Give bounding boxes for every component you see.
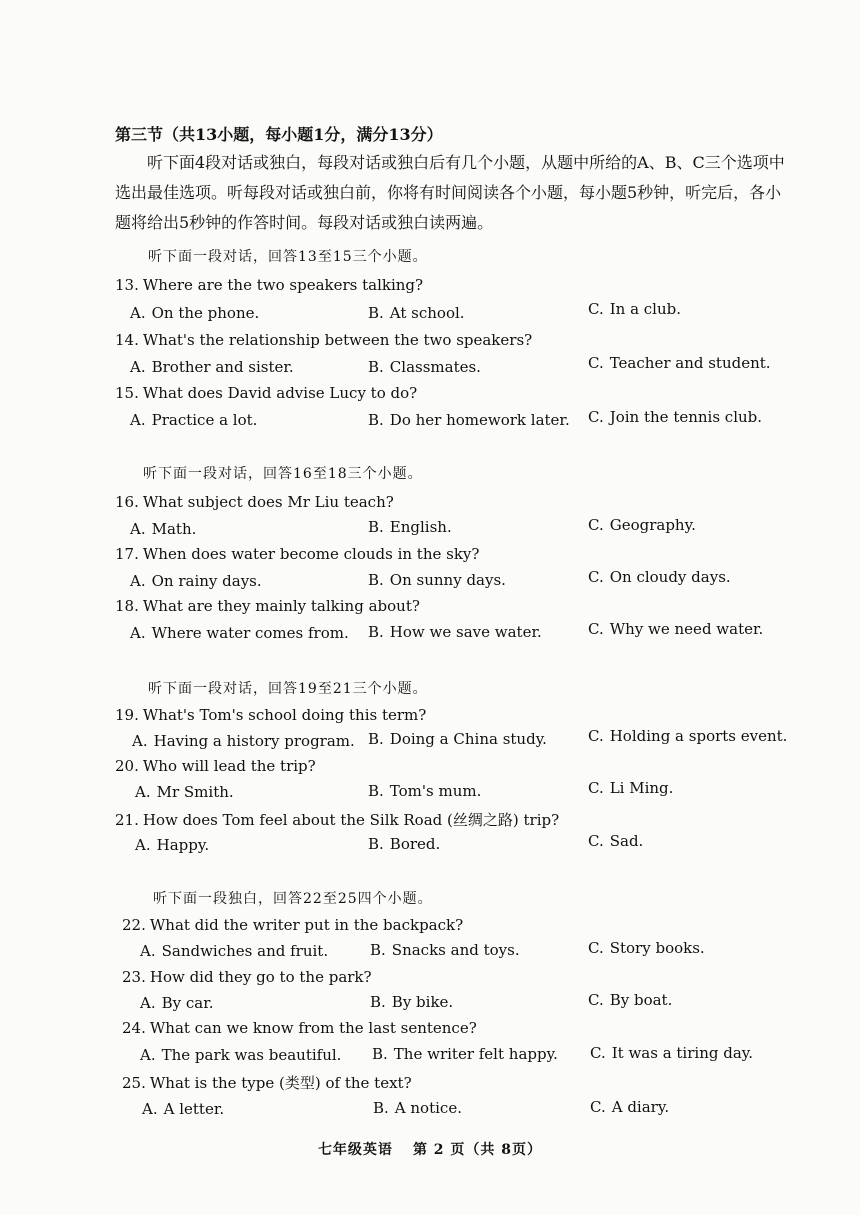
question-number: 18. [115, 597, 139, 615]
option-letter: C. [588, 939, 604, 957]
option-text: A notice. [394, 1099, 462, 1117]
question [122, 1019, 477, 1037]
option-letter: B. [368, 358, 384, 376]
option-text: In a club. [609, 300, 682, 318]
option-letter: A. [135, 836, 151, 854]
group-intro: 听下面一段对话，回答19至21三个小题。 [148, 681, 428, 697]
option-a[interactable] [130, 411, 257, 429]
question [115, 809, 559, 830]
option-letter: B. [368, 782, 384, 800]
question [122, 916, 463, 934]
question-number: 22. [122, 916, 146, 934]
option-letter: B. [368, 411, 384, 429]
option-letter: A. [140, 1046, 156, 1064]
option-letter: B. [373, 1099, 389, 1117]
question-text: How did they go to the park? [149, 968, 372, 986]
option-letter: B. [370, 993, 386, 1011]
section-title: 第三节（共13小题，每小题1分，满分13分） [115, 125, 443, 144]
option-letter: A. [132, 732, 148, 750]
option-a[interactable] [130, 520, 196, 538]
question-number: 24. [122, 1019, 146, 1037]
question [122, 968, 372, 986]
option-text: By bike. [391, 993, 454, 1011]
question [115, 706, 426, 724]
option-text: A diary. [611, 1098, 670, 1116]
question-number: 14. [115, 331, 139, 349]
option-text: How we save water. [389, 623, 542, 641]
question [115, 545, 479, 563]
page-footer [0, 1139, 860, 1159]
option-b[interactable] [370, 993, 453, 1011]
question [115, 597, 420, 615]
question [115, 276, 423, 294]
option-a[interactable] [130, 358, 294, 376]
option-c[interactable] [588, 832, 643, 850]
option-c[interactable] [588, 408, 762, 426]
option-text: At school. [389, 304, 465, 322]
question-number: 21. [115, 811, 139, 829]
option-b[interactable] [368, 571, 506, 589]
option-text: Do her homework later. [389, 411, 570, 429]
option-text: Bored. [389, 835, 441, 853]
option-text: Story books. [609, 939, 705, 957]
option-a[interactable] [135, 836, 209, 854]
question-number: 13. [115, 276, 139, 294]
option-letter: A. [130, 304, 146, 322]
option-letter: C. [588, 991, 604, 1009]
option-text: The park was beautiful. [161, 1046, 342, 1064]
option-b[interactable] [368, 835, 440, 853]
option-text: Brother and sister. [151, 358, 294, 376]
option-text: Classmates. [389, 358, 481, 376]
question-text: When does water become clouds in the sky? [142, 545, 480, 563]
option-b[interactable] [373, 1099, 462, 1117]
question-text: What did the writer put in the backpack? [149, 916, 464, 934]
option-letter: B. [368, 835, 384, 853]
footer-page-number: 第 2 页（共 8页） [412, 1142, 543, 1158]
question-number: 19. [115, 706, 139, 724]
option-text: By car. [161, 994, 214, 1012]
option-letter: C. [590, 1098, 606, 1116]
option-letter: C. [590, 1044, 606, 1062]
question-text: What can we know from the last sentence? [149, 1019, 477, 1037]
option-letter: C. [588, 568, 604, 586]
option-c[interactable] [588, 516, 696, 534]
footer-subject: 七年级英语 [317, 1142, 393, 1158]
option-text: On rainy days. [151, 572, 262, 590]
option-letter: B. [368, 623, 384, 641]
option-a[interactable] [140, 942, 328, 960]
question-number: 17. [115, 545, 139, 563]
option-letter: A. [142, 1100, 158, 1118]
question [122, 1072, 412, 1093]
option-c[interactable] [590, 1044, 753, 1062]
group-intro: 听下面一段对话，回答13至15三个小题。 [148, 249, 428, 265]
option-letter: A. [130, 624, 146, 642]
option-text: Teacher and student. [609, 354, 771, 372]
option-text: Happy. [156, 836, 210, 854]
option-letter: C. [588, 779, 604, 797]
question-text: What are they mainly talking about? [142, 597, 420, 615]
question-number: 15. [115, 384, 139, 402]
option-b[interactable] [368, 304, 465, 322]
question [115, 384, 417, 402]
option-a[interactable] [130, 572, 262, 590]
option-letter: B. [370, 941, 386, 959]
option-letter: C. [588, 300, 604, 318]
option-text: Snacks and toys. [391, 941, 520, 959]
option-b[interactable] [368, 623, 542, 641]
question-text: What's Tom's school doing this term? [142, 706, 427, 724]
option-text: Join the tennis club. [609, 408, 763, 426]
option-text: Holding a sports event. [609, 727, 788, 745]
option-letter: A. [140, 994, 156, 1012]
option-letter: A. [130, 572, 146, 590]
question-text: Where are the two speakers talking? [142, 276, 424, 294]
option-text: Practice a lot. [151, 411, 258, 429]
option-letter: A. [130, 358, 146, 376]
option-b[interactable] [368, 358, 481, 376]
question-text: How does Tom feel about the Silk Road (丝绸之路) trip? [142, 811, 560, 829]
option-text: Why we need water. [609, 620, 764, 638]
question-number: 23. [122, 968, 146, 986]
option-a[interactable] [130, 624, 349, 642]
option-letter: A. [140, 942, 156, 960]
option-b[interactable] [370, 941, 520, 959]
option-text: Where water comes from. [151, 624, 349, 642]
question-number: 25. [122, 1074, 146, 1092]
option-letter: C. [588, 620, 604, 638]
option-a[interactable] [142, 1100, 224, 1118]
option-letter: B. [368, 518, 384, 536]
option-a[interactable] [135, 783, 234, 801]
option-b[interactable] [368, 730, 547, 748]
option-text: On sunny days. [389, 571, 506, 589]
option-text: Doing a China study. [389, 730, 547, 748]
option-letter: C. [588, 408, 604, 426]
group-intro: 听下面一段独白，回答22至25四个小题。 [153, 891, 433, 907]
option-text: Sad. [609, 832, 644, 850]
option-b[interactable] [372, 1045, 558, 1063]
option-text: Geography. [609, 516, 696, 534]
option-letter: C. [588, 832, 604, 850]
option-c[interactable] [588, 727, 787, 745]
option-text: A letter. [163, 1100, 225, 1118]
option-text: By boat. [609, 991, 673, 1009]
question-text: What is the type (类型) of the text? [149, 1074, 412, 1092]
option-text: Math. [151, 520, 197, 538]
option-a[interactable] [132, 732, 355, 750]
option-letter: B. [368, 571, 384, 589]
option-text: Mr Smith. [156, 783, 234, 801]
option-b[interactable] [368, 782, 481, 800]
option-text: Li Ming. [609, 779, 674, 797]
question [115, 493, 394, 511]
option-letter: C. [588, 516, 604, 534]
option-letter: A. [130, 411, 146, 429]
group-intro: 听下面一段对话，回答16至18三个小题。 [143, 466, 423, 482]
option-text: On the phone. [151, 304, 260, 322]
option-letter: C. [588, 727, 604, 745]
option-a[interactable] [130, 304, 259, 322]
question [115, 331, 532, 349]
option-c[interactable] [588, 779, 673, 797]
option-b[interactable] [368, 518, 452, 536]
option-letter: B. [368, 730, 384, 748]
option-b[interactable] [368, 411, 570, 429]
option-letter: B. [368, 304, 384, 322]
question-text: Who will lead the trip? [142, 757, 316, 775]
option-text: Having a history program. [153, 732, 355, 750]
question-text: What's the relationship between the two speakers? [142, 331, 533, 349]
option-text: The writer felt happy. [393, 1045, 558, 1063]
option-c[interactable] [588, 939, 705, 957]
option-text: English. [389, 518, 452, 536]
option-text: It was a tiring day. [611, 1044, 754, 1062]
section-instructions: 听下面4段对话或独白，每段对话或独白后有几个小题，从题中所给的A、B、C三个选项中选出最佳选项。听每段对话或独白前，你将有时间阅读各个小题，每小题5秒钟，听完后，各小题将给出5秒钟的作答时间。每段对话或独白读两遍。 [115, 153, 785, 232]
option-letter: A. [130, 520, 146, 538]
option-c[interactable] [588, 354, 771, 372]
option-c[interactable] [588, 300, 681, 318]
question [115, 757, 316, 775]
question-text: What subject does Mr Liu teach? [142, 493, 394, 511]
option-c[interactable] [590, 1098, 669, 1116]
question-text: What does David advise Lucy to do? [142, 384, 418, 402]
option-c[interactable] [588, 568, 731, 586]
option-letter: A. [135, 783, 151, 801]
option-a[interactable] [140, 994, 214, 1012]
question-number: 20. [115, 757, 139, 775]
option-letter: C. [588, 354, 604, 372]
option-text: On cloudy days. [609, 568, 731, 586]
option-text: Tom's mum. [389, 782, 482, 800]
option-c[interactable] [588, 620, 763, 638]
option-text: Sandwiches and fruit. [161, 942, 329, 960]
option-letter: B. [372, 1045, 388, 1063]
option-c[interactable] [588, 991, 672, 1009]
question-number: 16. [115, 493, 139, 511]
option-a[interactable] [140, 1046, 341, 1064]
